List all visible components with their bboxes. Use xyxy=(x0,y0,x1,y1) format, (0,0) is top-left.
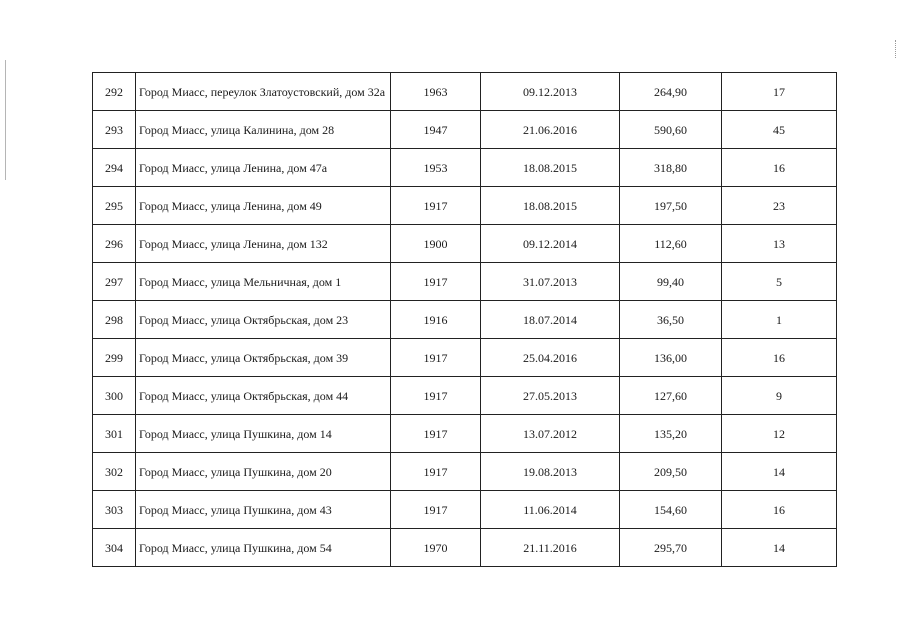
survey-date-cell-text: 21.06.2016 xyxy=(523,122,577,137)
area-cell-text: 154,60 xyxy=(654,502,687,517)
survey-date-cell xyxy=(481,225,620,263)
survey-date-cell-text: 09.12.2013 xyxy=(523,84,577,99)
area-cell-text: 112,60 xyxy=(654,236,687,251)
build-year-cell xyxy=(391,529,481,567)
address-cell xyxy=(136,339,391,377)
address-cell-text: Город Миасс, улица Калинина, дом 28 xyxy=(139,122,335,137)
row-number-cell-text: 294 xyxy=(105,160,123,175)
address-cell-text: Город Миасс, улица Пушкина, дом 14 xyxy=(139,426,332,441)
row-number-cell xyxy=(93,111,136,149)
area-cell xyxy=(620,453,722,491)
address-cell xyxy=(136,415,391,453)
survey-date-cell xyxy=(481,187,620,225)
area-cell xyxy=(620,225,722,263)
area-cell xyxy=(620,187,722,225)
table-row xyxy=(93,415,837,453)
address-cell-text: Город Миасс, улица Мельничная, дом 1 xyxy=(139,274,342,289)
build-year-cell xyxy=(391,453,481,491)
area-cell-text: 197,50 xyxy=(654,198,687,213)
build-year-cell xyxy=(391,301,481,339)
area-cell-text: 99,40 xyxy=(657,274,684,289)
row-number-cell-text: 297 xyxy=(105,274,123,289)
residents-count-cell xyxy=(722,339,837,377)
row-number-cell-text: 292 xyxy=(105,84,123,99)
area-cell xyxy=(620,415,722,453)
build-year-cell-text: 1917 xyxy=(423,198,448,213)
survey-date-cell-text: 27.05.2013 xyxy=(523,388,577,403)
build-year-cell xyxy=(391,339,481,377)
address-cell-text: Город Миасс, улица Октябрьская, дом 23 xyxy=(139,312,349,327)
area-cell xyxy=(620,491,722,529)
area-cell xyxy=(620,301,722,339)
row-number-cell xyxy=(93,187,136,225)
area-cell xyxy=(620,149,722,187)
residents-count-cell-text: 16 xyxy=(773,350,785,365)
survey-date-cell-text: 11.06.2014 xyxy=(523,502,577,517)
survey-date-cell xyxy=(481,111,620,149)
residents-count-cell-text: 1 xyxy=(776,312,782,327)
area-cell-text: 264,90 xyxy=(654,84,687,99)
address-cell-text: Город Миасс, переулок Златоустовский, дом 32а xyxy=(139,84,386,99)
area-cell xyxy=(620,377,722,415)
survey-date-cell xyxy=(481,301,620,339)
survey-date-cell-text: 31.07.2013 xyxy=(523,274,577,289)
residents-count-cell-text: 13 xyxy=(773,236,785,251)
survey-date-cell-text: 25.04.2016 xyxy=(523,350,577,365)
survey-date-cell-text: 18.07.2014 xyxy=(523,312,577,327)
address-cell-text: Город Миасс, улица Октябрьская, дом 39 xyxy=(139,350,349,365)
address-cell-text: Город Миасс, улица Ленина, дом 49 xyxy=(139,198,322,213)
build-year-cell xyxy=(391,149,481,187)
address-cell xyxy=(136,111,391,149)
address-cell xyxy=(136,225,391,263)
residents-count-cell-text: 14 xyxy=(773,540,785,555)
address-cell xyxy=(136,453,391,491)
area-cell-text: 209,50 xyxy=(654,464,687,479)
address-cell xyxy=(136,149,391,187)
survey-date-cell-text: 21.11.2016 xyxy=(523,540,577,555)
scan-edge-mark-left xyxy=(5,60,6,180)
survey-date-cell-text: 09.12.2014 xyxy=(523,236,577,251)
table-row xyxy=(93,339,837,377)
row-number-cell xyxy=(93,301,136,339)
build-year-cell-text: 1970 xyxy=(423,540,448,555)
survey-date-cell-text: 19.08.2013 xyxy=(523,464,577,479)
row-number-cell xyxy=(93,149,136,187)
area-cell xyxy=(620,339,722,377)
row-number-cell-text: 296 xyxy=(105,236,123,251)
row-number-cell-text: 295 xyxy=(105,198,123,213)
row-number-cell xyxy=(93,491,136,529)
area-cell xyxy=(620,529,722,567)
row-number-cell-text: 304 xyxy=(105,540,123,555)
table-row xyxy=(93,73,837,111)
survey-date-cell-text: 13.07.2012 xyxy=(523,426,577,441)
row-number-cell-text: 301 xyxy=(105,426,123,441)
residents-count-cell xyxy=(722,529,837,567)
address-cell xyxy=(136,301,391,339)
address-cell-text: Город Миасс, улица Октябрьская, дом 44 xyxy=(139,388,349,403)
address-cell xyxy=(136,187,391,225)
residents-count-cell-text: 45 xyxy=(773,122,785,137)
row-number-cell xyxy=(93,225,136,263)
scan-edge-mark-right xyxy=(895,40,899,58)
row-number-cell xyxy=(93,529,136,567)
area-cell-text: 590,60 xyxy=(654,122,687,137)
survey-date-cell xyxy=(481,377,620,415)
build-year-cell-text: 1917 xyxy=(423,350,448,365)
area-cell-text: 318,80 xyxy=(654,160,687,175)
area-cell-text: 127,60 xyxy=(654,388,687,403)
residents-count-cell-text: 16 xyxy=(773,160,785,175)
residents-count-cell xyxy=(722,377,837,415)
build-year-cell xyxy=(391,225,481,263)
survey-date-cell xyxy=(481,529,620,567)
residents-count-cell-text: 14 xyxy=(773,464,785,479)
residents-count-cell xyxy=(722,111,837,149)
row-number-cell xyxy=(93,453,136,491)
row-number-cell xyxy=(93,263,136,301)
address-cell-text: Город Миасс, улица Ленина, дом 132 xyxy=(139,236,328,251)
survey-date-cell xyxy=(481,453,620,491)
row-number-cell-text: 299 xyxy=(105,350,123,365)
survey-date-cell-text: 18.08.2015 xyxy=(523,160,577,175)
build-year-cell-text: 1947 xyxy=(423,122,448,137)
build-year-cell-text: 1953 xyxy=(423,160,448,175)
build-year-cell xyxy=(391,263,481,301)
area-cell-text: 36,50 xyxy=(657,312,684,327)
table-row xyxy=(93,453,837,491)
row-number-cell-text: 293 xyxy=(105,122,123,137)
address-cell-text: Город Миасс, улица Пушкина, дом 43 xyxy=(139,502,332,517)
address-cell-text: Город Миасс, улица Пушкина, дом 20 xyxy=(139,464,332,479)
row-number-cell-text: 302 xyxy=(105,464,123,479)
residents-count-cell-text: 12 xyxy=(773,426,785,441)
residents-count-cell xyxy=(722,415,837,453)
address-cell xyxy=(136,73,391,111)
table-row xyxy=(93,187,837,225)
row-number-cell-text: 298 xyxy=(105,312,123,327)
row-number-cell xyxy=(93,415,136,453)
row-number-cell xyxy=(93,73,136,111)
table-row xyxy=(93,377,837,415)
build-year-cell xyxy=(391,73,481,111)
address-cell xyxy=(136,491,391,529)
build-year-cell-text: 1900 xyxy=(423,236,448,251)
survey-date-cell xyxy=(481,149,620,187)
area-cell-text: 295,70 xyxy=(654,540,687,555)
residents-count-cell xyxy=(722,453,837,491)
table-row xyxy=(93,225,837,263)
build-year-cell-text: 1963 xyxy=(423,84,448,99)
build-year-cell-text: 1917 xyxy=(423,502,448,517)
survey-date-cell xyxy=(481,415,620,453)
address-cell xyxy=(136,377,391,415)
table-row xyxy=(93,301,837,339)
address-cell-text: Город Миасс, улица Пушкина, дом 54 xyxy=(139,540,332,555)
table-row xyxy=(93,491,837,529)
residents-count-cell-text: 9 xyxy=(776,388,782,403)
residents-count-cell xyxy=(722,73,837,111)
build-year-cell-text: 1916 xyxy=(423,312,448,327)
residents-count-cell xyxy=(722,263,837,301)
residents-count-cell xyxy=(722,301,837,339)
row-number-cell xyxy=(93,339,136,377)
address-cell xyxy=(136,263,391,301)
row-number-cell-text: 300 xyxy=(105,388,123,403)
build-year-cell-text: 1917 xyxy=(423,388,448,403)
table-row xyxy=(93,529,837,567)
registry-table-body xyxy=(93,73,837,567)
survey-date-cell xyxy=(481,339,620,377)
residents-count-cell xyxy=(722,225,837,263)
build-year-cell xyxy=(391,187,481,225)
build-year-cell xyxy=(391,415,481,453)
build-year-cell-text: 1917 xyxy=(423,426,448,441)
area-cell xyxy=(620,111,722,149)
residents-count-cell-text: 23 xyxy=(773,198,785,213)
survey-date-cell xyxy=(481,263,620,301)
row-number-cell-text: 303 xyxy=(105,502,123,517)
address-cell-text: Город Миасс, улица Ленина, дом 47а xyxy=(139,160,328,175)
residents-count-cell xyxy=(722,491,837,529)
residents-count-cell-text: 17 xyxy=(773,84,785,99)
area-cell xyxy=(620,263,722,301)
build-year-cell xyxy=(391,491,481,529)
survey-date-cell-text: 18.08.2015 xyxy=(523,198,577,213)
residents-count-cell-text: 5 xyxy=(776,274,782,289)
build-year-cell-text: 1917 xyxy=(423,274,448,289)
table-row xyxy=(93,111,837,149)
row-number-cell xyxy=(93,377,136,415)
address-cell xyxy=(136,529,391,567)
area-cell-text: 136,00 xyxy=(654,350,687,365)
residents-count-cell xyxy=(722,187,837,225)
survey-date-cell xyxy=(481,491,620,529)
build-year-cell xyxy=(391,377,481,415)
area-cell-text: 135,20 xyxy=(654,426,687,441)
build-year-cell xyxy=(391,111,481,149)
residents-count-cell xyxy=(722,149,837,187)
table-row xyxy=(93,263,837,301)
housing-registry-table xyxy=(92,72,837,567)
residents-count-cell-text: 16 xyxy=(773,502,785,517)
table-row xyxy=(93,149,837,187)
area-cell xyxy=(620,73,722,111)
build-year-cell-text: 1917 xyxy=(423,464,448,479)
survey-date-cell xyxy=(481,73,620,111)
